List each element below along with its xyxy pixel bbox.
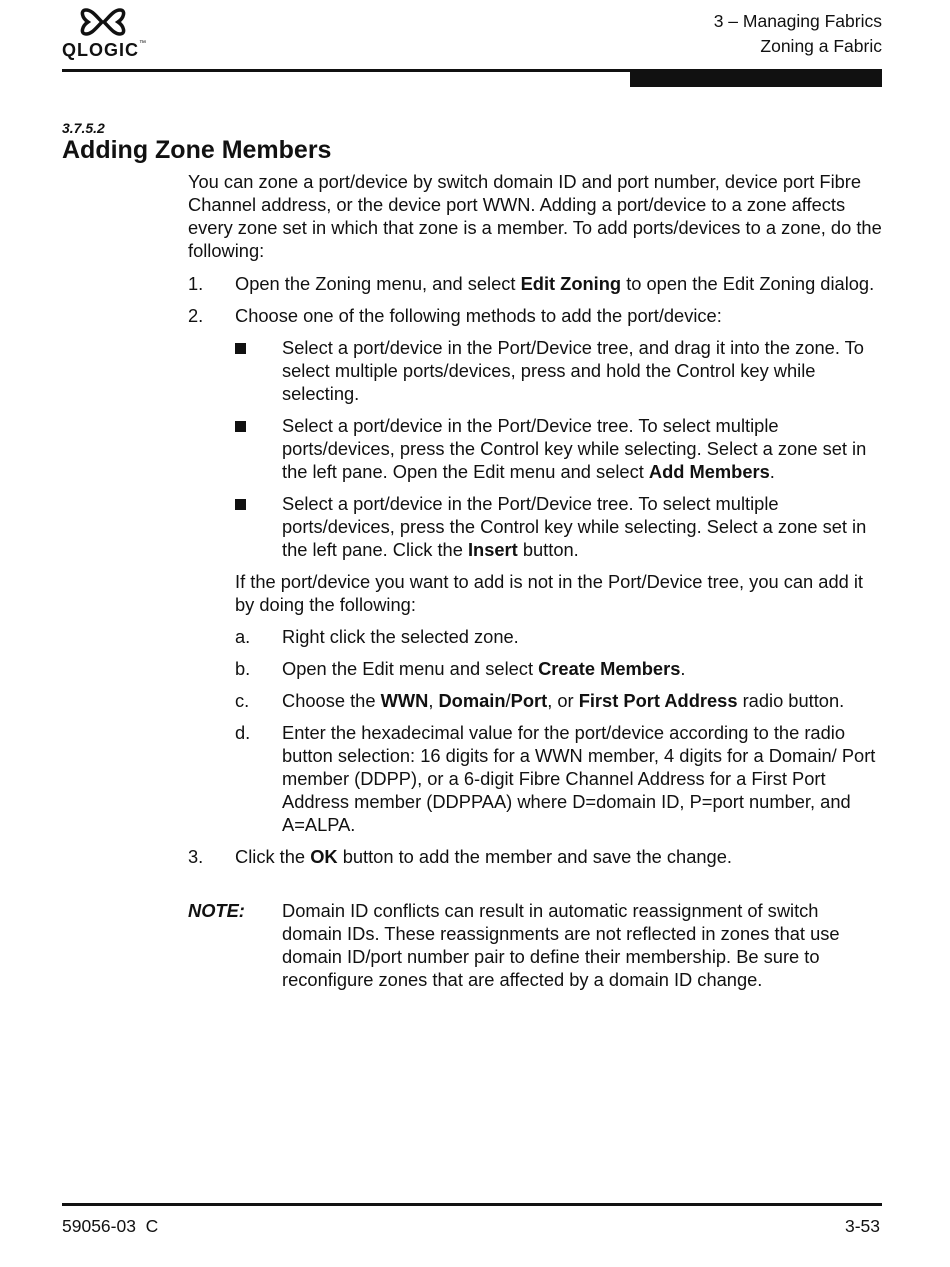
sub-step-c: c. Choose the WWN, Domain/Port, or First Port Address radio button. <box>235 690 845 711</box>
intro-paragraph: You can zone a port/device by switch domain ID and port number, device port Fibre Channel address, or the device port WWN. Adding a port/device to a zone affects every zone set in which that zone is a member. To add ports/devices to a zone, do the following: <box>188 171 882 261</box>
step-number: 1. <box>188 273 204 294</box>
step-1 <box>188 272 882 295</box>
qlogic-logo-icon <box>62 6 152 40</box>
footer-rule <box>62 1203 882 1206</box>
page-title: Adding Zone Members <box>62 136 332 164</box>
square-bullet-icon <box>235 421 246 432</box>
step-2 <box>188 304 882 836</box>
note-text: Domain ID conflicts can result in automatic reassignment of switch domain IDs. These reassignments are not reflected in zones that use domain ID/port number pair to define their membership. Be sure to reconfigure zones that are affected by a domain ID change. <box>282 900 840 990</box>
section-title: Zoning a Fabric <box>760 36 882 56</box>
bullet-item: Select a port/device in the Port/Device tree. To select multiple ports/devices, press the Control key while selecting. Select a zone set in the left pane. Open the Edit menu and select Add Members. <box>235 414 882 483</box>
chapter-title: 3 – Managing Fabrics <box>713 11 882 31</box>
square-bullet-icon <box>235 499 246 510</box>
square-bullet-icon <box>235 343 246 354</box>
sub-step-b: b. Open the Edit menu and select Create Members. <box>235 658 686 679</box>
bullet-item: Select a port/device in the Port/Device tree. To select multiple ports/devices, press the Control key while selecting. Select a zone set in the left pane. Click the Insert button. <box>235 492 882 561</box>
qlogic-logo <box>62 6 152 62</box>
document-id: 59056-03 C <box>62 1216 159 1236</box>
sub-intro-paragraph: If the port/device you want to add is not in the Port/Device tree, you can add it by doing the following: <box>235 571 864 615</box>
logo-text: QLOGIC™ <box>62 40 147 60</box>
section-number: 3.7.5.2 <box>62 120 105 136</box>
note-block <box>188 899 882 991</box>
running-header <box>714 9 882 59</box>
sub-step-d: d. Enter the hexadecimal value for the port/device according to the radio button selection: 16 digits for a WWN member, 4 digits for a Domain/ Port member (DDPP), or a 6-digit Fibre Channel Address for a First Port Address member (DDPPAA) where D=domain ID, P=port number, and A=ALPA. <box>235 722 876 835</box>
note-label: NOTE: <box>188 900 245 921</box>
page-number: 3-53 <box>844 1216 880 1236</box>
step-text: Click the OK button to add the member and save the change. <box>235 846 732 867</box>
step-number: 2. <box>188 305 204 326</box>
step-text: Open the Zoning menu, and select Edit Zoning to open the Edit Zoning dialog. <box>235 273 875 294</box>
step-text: Choose one of the following methods to add the port/device: Select a port/device in the Port/Device tree, and drag it into the zone. To select multiple ports/devices, press and hold the Control key while selecting. Select a port/device in the Port/Device tree. To select multiple ports/devices, press the Control key while selecting. Select a zone set in the left pane. Open the Edit menu and select Add Members. Select a port/device in the Port/Device tree. To select multiple ports/devices, press the Control key while selecting. Select a zone set in the left pane. Click the Insert button. If the port/device you want to add is not in the Port/Device tree, you can add it by doing the following: a. Right click the selected zone. b. Open the Edit menu and select Create Members. c. Choose the WWN, Domain/Port, or First Port Address radio button. d. Enter the hexadecimal value for the port/device according to the radio button selection: 16 digits for a WWN member, 4 digits for a Domain/ Port member (DDPP), or a 6-digit Fibre Channel Address for a First Port Address member (DDPPAA) where D=domain ID, P=port number, and A=ALPA. <box>235 304 882 836</box>
sub-step-a: a. Right click the selected zone. <box>235 626 519 647</box>
step-3 <box>188 845 882 868</box>
body-content <box>188 170 882 991</box>
step-number: 3. <box>188 846 204 867</box>
bullet-item: Select a port/device in the Port/Device tree, and drag it into the zone. To select multiple ports/devices, press and hold the Control key while selecting. <box>235 336 882 405</box>
header-tab-bar <box>630 72 882 87</box>
